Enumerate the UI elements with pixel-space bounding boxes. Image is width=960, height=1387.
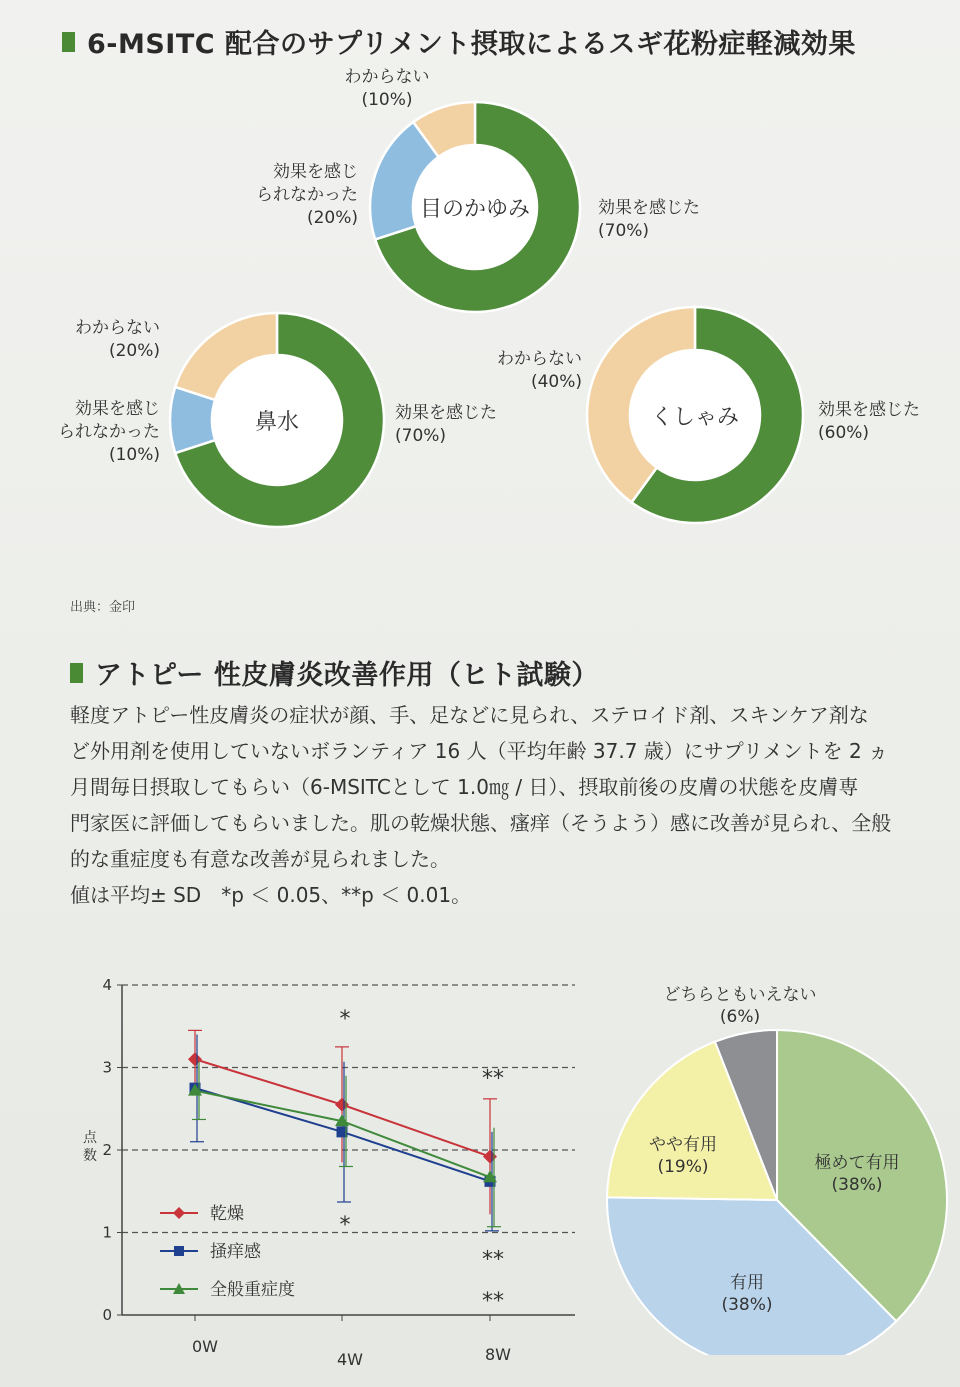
donut-title: くしゃみ (650, 405, 740, 430)
data-point (335, 1098, 349, 1112)
slice-label: わからない (497, 349, 582, 369)
significance-mark: * (339, 1213, 351, 1238)
description-line: 軽度アトピー性皮膚炎の症状が顔、手、足などに見られ、ステロイド剤、スキンケア剤な (70, 703, 869, 727)
y-axis-label: 数 (83, 1148, 97, 1164)
y-tick-label: 3 (102, 1058, 112, 1077)
legend-marker (173, 1207, 185, 1219)
description-line: ど外用剤を使用していないボランティア 16 人（平均年齢 37.7 歳）にサプリメントを 2 ヵ (70, 739, 889, 763)
y-axis-label: 点 (83, 1130, 97, 1146)
section2-title (70, 653, 599, 692)
slice-percent: (20%) (108, 341, 160, 361)
data-point (483, 1150, 497, 1164)
significance-mark: ** (482, 1288, 504, 1314)
source-note: 出典：金印 (70, 600, 136, 615)
x-tick-label: 0W (192, 1337, 218, 1356)
line-chart (60, 960, 660, 1380)
section1-title-text: 6-MSITC 配合のサプリメント摂取によるスギ花粉症軽減効果 (87, 29, 856, 60)
slice-label: られなかった (58, 422, 160, 442)
slice-percent: (19%) (657, 1157, 709, 1177)
data-point (188, 1052, 202, 1066)
significance-mark: * (339, 1007, 351, 1032)
slice-label: 効果を感じ (273, 162, 358, 182)
slice-percent: (6%) (719, 1007, 761, 1027)
y-tick-label: 2 (102, 1141, 112, 1159)
description-line: 的な重症度も有意な改善が見られました。 (70, 847, 450, 871)
y-tick-label: 4 (102, 976, 112, 994)
slice-percent: (38%) (831, 1175, 883, 1195)
donut-chart (58, 313, 497, 527)
slice-label: わからない (344, 67, 430, 87)
slice-label: られなかった (256, 185, 358, 205)
slice-label: わからない (75, 318, 160, 338)
legend-label: 乾燥 (210, 1204, 244, 1224)
slice-percent: (40%) (530, 372, 582, 392)
slice-percent: (60%) (818, 423, 870, 443)
donut-chart (497, 307, 920, 523)
slice-label: やや有用 (649, 1135, 717, 1155)
description-text (70, 697, 950, 913)
donut-charts (0, 0, 960, 600)
series-2 (190, 1035, 500, 1231)
donut-title: 鼻水 (254, 410, 300, 435)
y-tick-label: 0 (102, 1306, 112, 1324)
slice-label: 有用 (730, 1273, 764, 1293)
legend-label: 掻痒感 (210, 1242, 261, 1262)
slice-label: 効果を感じた (598, 198, 700, 218)
x-tick-label: 4W (337, 1350, 363, 1369)
section2-title-text: アトピー 性皮膚炎改善作用（ヒト試験） (95, 660, 599, 691)
slice-percent: (10%) (361, 90, 413, 110)
slice-label: 効果を感じた (818, 400, 920, 420)
description-line: 門家医に評価してもらいました。肌の乾燥状態、瘙痒（そうよう）感に改善が見られ、全般 (70, 811, 892, 835)
x-tick-label: 8W (485, 1345, 511, 1364)
y-tick-label: 1 (102, 1223, 112, 1242)
slice-label: 極めて有用 (814, 1153, 900, 1173)
slice-percent: (70%) (598, 221, 650, 241)
slice-percent: (38%) (721, 1295, 773, 1315)
legend-label: 全般重症度 (210, 1280, 295, 1300)
slice-label: 効果を感じ (75, 399, 160, 419)
description-line: 月間毎日摂取してもらい（6-MSITCとして 1.0㎎ / 日）、摂取前後の皮膚の状態を皮膚専 (70, 775, 859, 799)
significance-mark: ** (482, 1247, 504, 1273)
title-marker-icon (70, 663, 83, 683)
legend-marker (174, 1246, 184, 1256)
slice-percent: (10%) (108, 445, 160, 465)
description-line: 値は平均± SD *p ＜ 0.05、**p ＜ 0.01。 (70, 883, 472, 907)
evaluation-pie-chart (595, 975, 955, 1355)
significance-mark: ** (482, 1066, 504, 1092)
slice-percent: (20%) (306, 208, 358, 228)
slice-label: どちらともいえない (663, 985, 817, 1005)
slice-percent: (70%) (395, 426, 447, 446)
slice-label: 効果を感じた (395, 403, 497, 423)
donut-title: 目のかゆみ (419, 197, 531, 222)
donut-chart (256, 67, 700, 312)
